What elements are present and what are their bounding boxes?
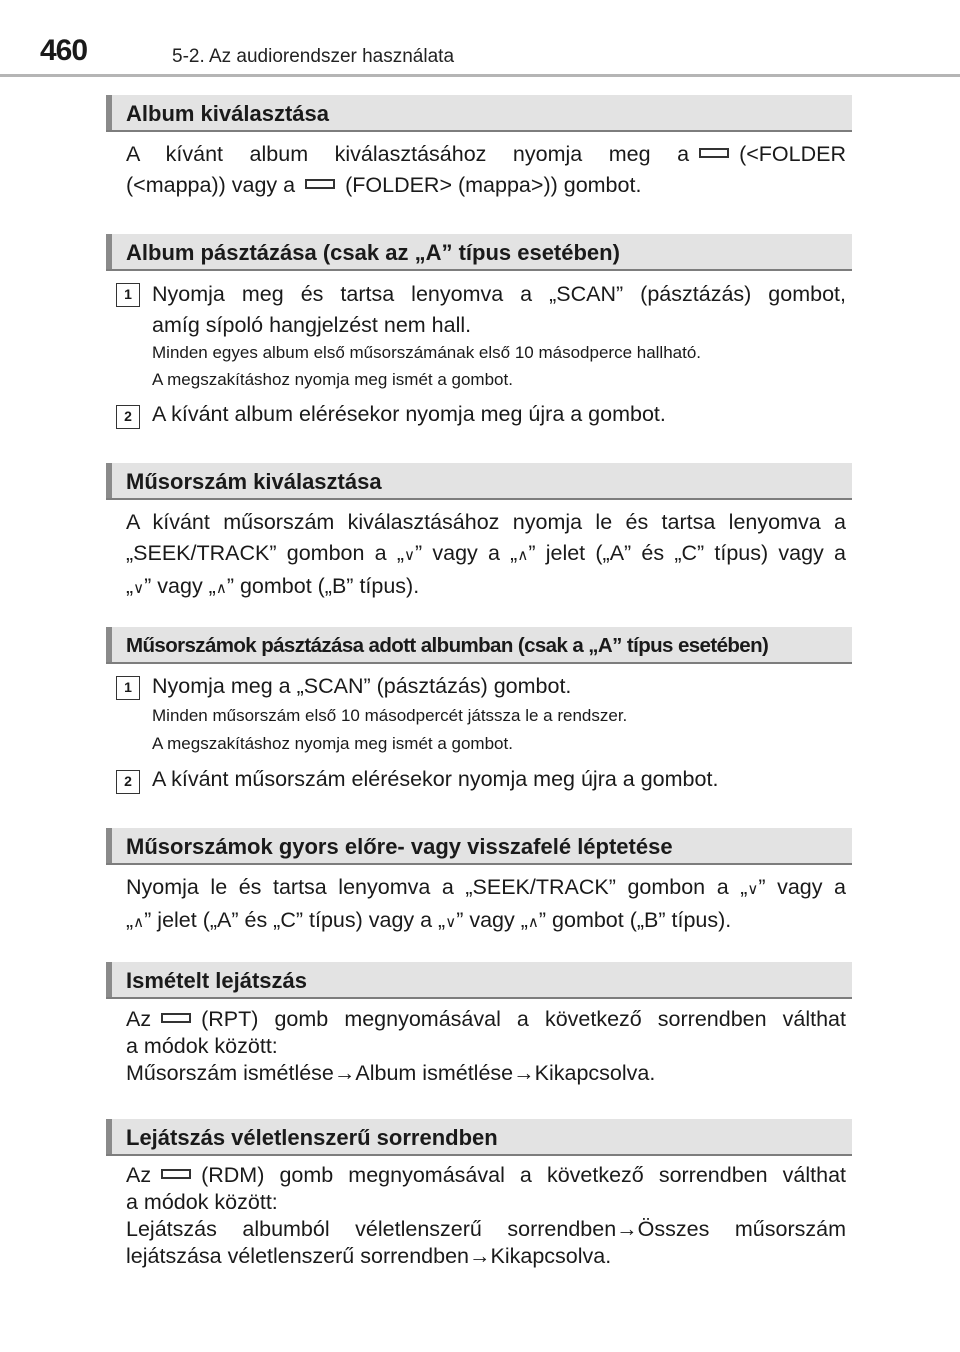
text-span: Lejátszás albumból véletlenszerű sorrendben [126,1217,617,1241]
text-span: ” vagy a [758,875,846,899]
note: Minden műsorszám első 10 másodpercét játssza le a rendszer. [152,706,628,725]
text-line [126,905,846,938]
arrow-right-icon: → [333,1061,356,1085]
text-span: Műsorszám ismétlése [126,1061,334,1085]
section-track-scan [106,627,852,664]
step-number-box: 1 [116,283,140,307]
section-repeat [106,962,852,999]
chevron-down-icon: ∨ [133,580,145,597]
text-line [126,139,846,170]
arrow-right-icon: → [616,1217,638,1241]
text-span: Album ismétlése [355,1061,514,1085]
text-line [126,538,846,571]
text-line [126,571,846,604]
repeat-text [126,1006,846,1087]
chevron-down-icon: ∨ [445,914,457,931]
text-line: amíg sípoló hangjelzést nem hall. [152,313,472,337]
section-random [106,1119,852,1156]
text-span: (<FOLDER [739,142,846,166]
text-span: „ [126,908,134,932]
section-title: Ismételt lejátszás [126,968,307,993]
section-title: Műsorszámok gyors előre- vagy visszafelé léptetése [126,834,673,859]
button-icon [161,1169,191,1179]
text-span: ” jelet („A” és „C” típus) vagy a [528,541,846,565]
text-span: „ [126,574,134,598]
header-rule [0,74,960,77]
text-line [126,872,846,905]
text-span: A kívánt album kiválasztásához nyomja meg a [126,142,690,166]
step-number-box: 2 [116,405,140,429]
button-icon [161,1013,191,1023]
text-span: (RPT) gomb megnyomásával a következő sorrendben válthat [201,1007,846,1031]
text-span: ” vagy „ [144,574,216,598]
text-line [126,1162,846,1189]
section-track-select [106,463,852,500]
text-span: Nyomja le és tartsa lenyomva a „SEEK/TRACK” gombon a „ [126,875,748,899]
text-line [126,1243,846,1270]
text-span: „SEEK/TRACK” gombon a „ [126,541,404,565]
text-line [126,1006,846,1033]
arrow-right-icon: → [469,1244,491,1268]
track-scan-step2: A kívánt műsorszám elérésekor nyomja meg újra a gombot. [152,767,719,791]
fast-forward-text [126,872,846,938]
text-span: Kikapcsolva. [490,1244,612,1268]
text-span: Kikapcsolva. [534,1061,656,1085]
track-select-text [126,507,846,604]
text-line [126,1060,846,1087]
chevron-up-icon: ∧ [215,580,227,597]
text-span: ” vagy a „ [414,541,518,565]
album-scan-step2: A kívánt album elérésekor nyomja meg újra a gombot. [152,402,666,426]
track-scan-step1: Nyomja meg a „SCAN” (pásztázás) gombot. [152,674,572,698]
section-title: Műsorszámok pásztázása adott albumban (csak a „A” típus esetében) [126,634,769,657]
step-number-box: 1 [116,676,140,700]
text-span: ” gombot („B” típus). [538,908,732,932]
section-album-scan [106,234,852,271]
text-span: ” vagy „ [456,908,528,932]
text-span: (FOLDER> (mappa>)) gombot. [345,173,642,197]
text-span: ” gombot („B” típus). [226,574,420,598]
section-title: Műsorszám kiválasztása [126,469,382,494]
step-number-box: 2 [116,770,140,794]
section-album-select [106,95,852,132]
album-select-text [126,139,846,201]
button-icon [699,148,729,158]
text-line [126,170,846,201]
chevron-up-icon: ∧ [527,914,539,931]
text-line: a módok között: [126,1034,278,1058]
text-line: Nyomja meg és tartsa lenyomva a „SCAN” (pásztázás) gombot, [152,282,846,306]
text-span: ” jelet („A” és „C” típus) vagy a „ [144,908,446,932]
text-span: lejátszása véletlenszerű sorrendben [126,1244,470,1268]
text-line: a módok között: [126,1190,278,1214]
chevron-up-icon: ∧ [133,914,145,931]
chapter-title: 5-2. Az audiorendszer használata [172,46,455,67]
section-title: Album kiválasztása [126,101,329,126]
album-scan-step1 [152,279,846,341]
text-span: Összes műsorszám [637,1217,846,1241]
chevron-down-icon: ∨ [404,547,415,564]
text-span: (RDM) gomb megnyomásával a következő sorrendben válthat [201,1163,846,1187]
random-text [126,1162,846,1270]
text-span: Az [126,1007,152,1031]
text-line: A kívánt műsorszám kiválasztásához nyomja le és tartsa lenyomva a [126,510,846,534]
text-span: (<mappa)) vagy a [126,173,296,197]
button-icon [305,179,335,189]
chevron-down-icon: ∨ [747,881,759,898]
note: A megszakításhoz nyomja meg ismét a gombot. [152,734,513,753]
page-number: 460 [40,34,88,67]
chevron-up-icon: ∧ [517,547,529,564]
page-header [0,0,960,80]
section-title: Album pásztázása (csak az „A” típus esetében) [126,240,620,265]
note: A megszakításhoz nyomja meg ismét a gombot. [152,370,513,389]
section-fast-forward [106,828,852,865]
section-title: Lejátszás véletlenszerű sorrendben [126,1125,498,1150]
text-span: Az [126,1163,152,1187]
text-line [126,1216,846,1243]
arrow-right-icon: → [513,1061,535,1085]
note: Minden egyes album első műsorszámának első 10 másodperce hallható. [152,343,702,362]
